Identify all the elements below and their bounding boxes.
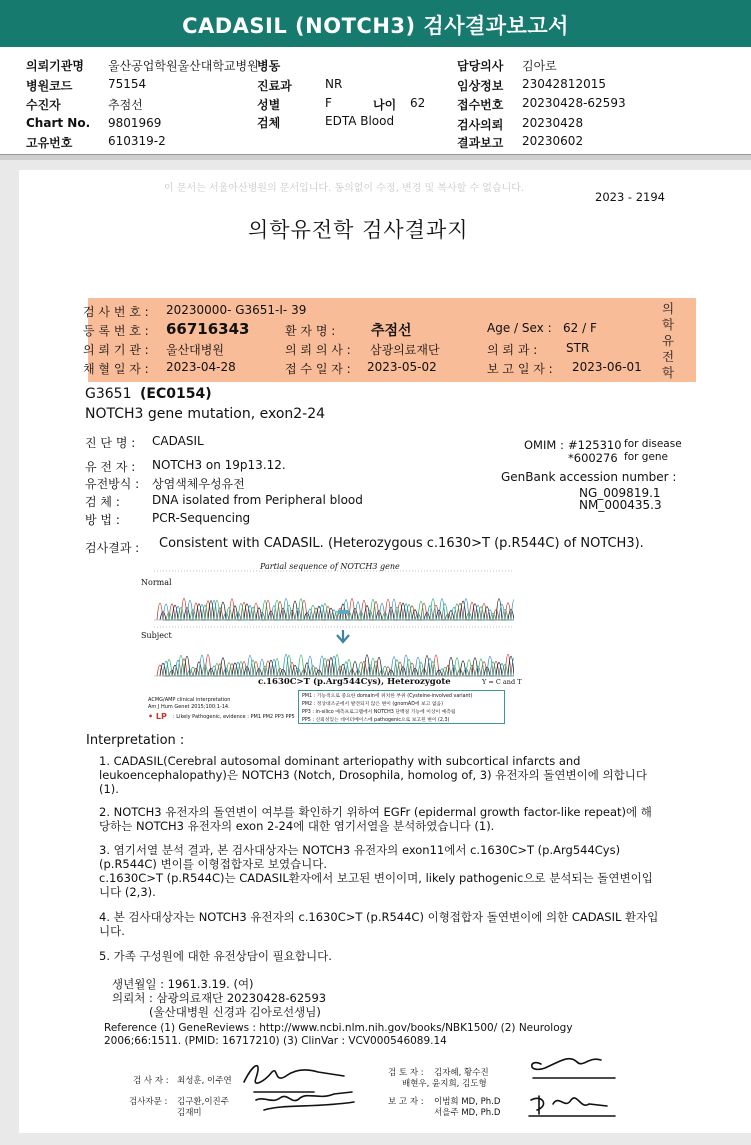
label-ward: 병동 <box>257 59 281 73</box>
header-divider <box>0 154 751 160</box>
value-sex: F <box>325 96 332 110</box>
omim-disease-note: for disease <box>624 438 682 450</box>
interp-3: 3. 염기서열 분석 결과, 본 검사대상자는 NOTCH3 유전자의 exon11에서 c.1630C>T (p.Arg544Cys) (p.R544C) 변이를 이형접합자로 보였습니다. <box>99 843 621 871</box>
acmg-pm2: PM2 : 정상대조군에서 발견되지 않은 변이 (gnomAD에 보고 없음) <box>302 702 443 707</box>
acmg-pm1: PM1 : 기능적으로 중요한 domain에 위치한 부위 (Cysteine-involved variant) <box>302 694 473 699</box>
label-sex: 성별 <box>257 98 281 112</box>
omim-gene: *600276 <box>568 451 618 465</box>
value-specimen: EDTA Blood <box>325 114 395 128</box>
reviewer-1: 김자혜, 황수진 <box>434 1068 489 1078</box>
acmg-title: ACMG/AMP clinical interpretation <box>148 697 231 703</box>
result-label: 검사결과 : <box>85 541 140 555</box>
lp-note: : Likely Pathogenic, evidence : PM1 PM2 PP3 PP5 <box>173 714 295 720</box>
label-age: 나이 <box>373 98 397 112</box>
signature-examiner <box>234 1052 364 1117</box>
advisor-1: 김구환,이진주 <box>177 1097 229 1107</box>
method-label: 방 법 : <box>85 513 120 527</box>
reg-no: 66716343 <box>166 320 250 338</box>
examiner-label: 검 사 자 : <box>133 1076 169 1086</box>
reporter-1: 이범희 MD, Ph.D <box>434 1097 501 1107</box>
interp-5: 5. 가족 구성원에 대한 유전상담이 필요합니다. <box>99 949 332 963</box>
label-chart-no: Chart No. <box>26 116 91 130</box>
requester: 의뢰처 : 삼광의료재단 20230428-62593 <box>112 991 327 1005</box>
inst-label: 의 뢰 기 관 : <box>83 343 149 357</box>
yc-note: Y = C and T <box>482 678 522 686</box>
ward-label: 의 뢰 과 : <box>487 343 538 357</box>
acmg-pp5: PP5 : 신뢰성있는 데이터베이스에 pathogenic으로 보고된 변이 (2,3) <box>302 718 450 723</box>
gene-label: 유 전 자 : <box>85 460 136 474</box>
inherit-label: 유전방식 : <box>85 477 140 491</box>
test-code: G3651 <box>85 386 132 402</box>
value-report-date: 20230602 <box>522 134 584 148</box>
variant-marker <box>338 610 348 614</box>
receive-label: 접 수 일 자 : <box>285 362 351 376</box>
label-request-date: 검사의뢰 <box>457 118 504 132</box>
diagnosis-label: 진 단 명 : <box>85 436 136 450</box>
method: PCR-Sequencing <box>152 511 251 525</box>
result-text: Consistent with CADASIL. (Heterozygous c.1630>T (p.R544C) of NOTCH3). <box>159 536 644 551</box>
reporter-2: 서을주 MD, Ph.D <box>434 1108 501 1118</box>
requester-2: (울산대병원 신경과 김아로선생님) <box>149 1005 321 1019</box>
label-institution: 의뢰기관명 <box>26 59 84 73</box>
value-patient: 추점선 <box>108 98 143 112</box>
normal-label: Normal <box>141 578 172 587</box>
acmg-pp3: PP3 : in-silico 예측프로그램에서 NOTCH3 단백질 기능에 이상이 예측됨 <box>302 710 456 715</box>
value-age: 62 <box>410 96 426 110</box>
chromatogram-subject <box>154 627 514 676</box>
value-receipt-no: 20230428-62593 <box>522 96 626 110</box>
value-hospital-code: 75154 <box>108 77 147 91</box>
omim-label: OMIM : <box>524 438 564 452</box>
interp-1: 1. CADASIL(Cerebral autosomal dominant arteriopathy with subcortical infarcts and leukoencephalopathy)은 NOTCH3 (Notch, Drosophila, homolog of, 3) 유전자의 돌연변이에 의합니다 (1). <box>99 754 647 796</box>
label-patient: 수진자 <box>26 98 61 112</box>
reg-no-label: 등 록 번 호 : <box>83 324 149 338</box>
ward: STR <box>566 341 590 355</box>
inst: 울산대병원 <box>166 343 224 357</box>
specimen: DNA isolated from Peripheral blood <box>152 493 363 507</box>
acmg-box <box>298 690 505 724</box>
label-clinical-info: 임상정보 <box>457 79 504 93</box>
signature-reviewer <box>519 1044 619 1124</box>
value-institution: 울산공업학원울산대학교병원 <box>108 59 259 73</box>
omim-disease: #125310 <box>568 438 622 452</box>
report-title: CADASIL (NOTCH3) 검사결과보고서 <box>0 0 751 47</box>
doc-number: 2023 - 2194 <box>595 190 665 204</box>
interp-3b: c.1630C>T (p.R544C)는 CADASIL환자에서 보고된 변이이며, likely pathogenic으로 분석되는 돌연변이입니다 (2,3). <box>99 871 653 899</box>
reference: Reference (1) GeneReviews : http://www.ncbi.nlm.nih.gov/books/NBK1500/ (2) Neurology 2006;66:1511. (PMID: 16717210) (3) ClinVar : VCV000546089.14 <box>104 1022 573 1047</box>
label-hospital-code: 병원코드 <box>26 79 73 93</box>
label-receipt-no: 접수번호 <box>457 98 504 112</box>
subject-label: Subject <box>141 631 172 640</box>
diagnosis: CADASIL <box>152 434 204 448</box>
label-department: 진료과 <box>257 79 292 93</box>
advisor-2: 김재미 <box>177 1108 202 1118</box>
watermark: 이 문서는 서울아산병원의 문서입니다. 동의없이 수정, 변경 및 복사할 수 없습니다. <box>164 183 525 194</box>
side-label: 의학유전학 <box>662 301 675 380</box>
patient-name: 추점선 <box>371 323 412 339</box>
chromatogram-normal <box>154 571 514 620</box>
receive-date: 2023-05-02 <box>367 360 437 374</box>
reviewer-label: 검 토 자 : <box>388 1068 424 1078</box>
report-date-label: 보 고 일 자 : <box>487 362 553 376</box>
reporter-label: 보 고 자 : <box>388 1097 424 1107</box>
acmg-ref: Am J Hum Genet 2015;100:1-14. <box>148 704 230 710</box>
patient-label: 환 자 명 : <box>285 324 336 338</box>
value-physician: 김아로 <box>522 59 557 73</box>
test-code-2: (EC0154) <box>140 386 212 402</box>
label-specimen: 검체 <box>257 116 281 130</box>
omim-gene-note: for gene <box>624 451 669 463</box>
figure-caption: Partial sequence of NOTCH3 gene <box>260 562 400 571</box>
gene: NOTCH3 on 19p13.12. <box>152 458 286 472</box>
report-heading: 의학유전학 검사결과지 <box>248 218 469 242</box>
test-name: NOTCH3 gene mutation, exon2-24 <box>85 406 326 422</box>
genbank-label: GenBank accession number : <box>501 470 677 484</box>
value-request-date: 20230428 <box>522 116 584 130</box>
doctor-label: 의 뢰 의 사 : <box>285 343 351 357</box>
exam-no: 20230000- G3651-I- 39 <box>166 303 307 317</box>
scanned-report <box>19 170 751 1133</box>
interpretation-title: Interpretation : <box>86 733 185 748</box>
collect-label: 채 혈 일 자 : <box>83 362 149 376</box>
label-physician: 담당의사 <box>457 59 504 73</box>
advisor-label: 검사자문 : <box>129 1097 168 1107</box>
header-info <box>0 47 751 154</box>
value-department: NR <box>325 77 343 91</box>
variant-caption: c.1630C>T (p.Arg544Cys), Heterozygote <box>258 677 451 687</box>
variant-arrow-icon <box>337 630 349 642</box>
age-sex-label: Age / Sex : <box>487 321 552 335</box>
exam-no-label: 검 사 번 호 : <box>83 305 149 319</box>
genbank-2: NM_000435.3 <box>579 498 662 512</box>
chromatogram <box>154 570 514 680</box>
label-unique-no: 고유번호 <box>26 136 73 150</box>
report-date: 2023-06-01 <box>572 360 642 374</box>
age-sex: 62 / F <box>563 321 597 335</box>
reviewer-2: 배현우, 윤지희, 김도형 <box>402 1079 487 1089</box>
interp-4: 4. 본 검사대상자는 NOTCH3 유전자의 c.1630C>T (p.R544C) 이형접합자 돌연변이에 의한 CADASIL 환자입니다. <box>99 910 659 938</box>
specimen-label: 검 체 : <box>85 495 120 509</box>
value-chart-no: 9801969 <box>108 116 162 130</box>
inherit: 상염색체우성유전 <box>152 477 245 491</box>
genbank-1: NG_009819.1 <box>579 486 661 500</box>
dob: 생년월일 : 1961.3.19. (여) <box>112 977 254 991</box>
collect-date: 2023-04-28 <box>166 360 236 374</box>
value-unique-no: 610319-2 <box>108 134 166 148</box>
label-report-date: 결과보고 <box>457 136 504 150</box>
lp-badge: • LP <box>148 712 167 721</box>
examiner: 최성훈, 이주연 <box>177 1076 232 1086</box>
interp-2: 2. NOTCH3 유전자의 돌연변이 여부를 확인하기 위하여 EGFr (epidermal growth factor-like repeat)에 해당하는 NOTCH3 유전자의 exon 2-24에 대한 염기서열을 분석하였습니다 (1). <box>99 805 652 833</box>
value-clinical-info: 23042812015 <box>522 77 606 91</box>
doctor: 삼광의료재단 <box>370 343 440 357</box>
